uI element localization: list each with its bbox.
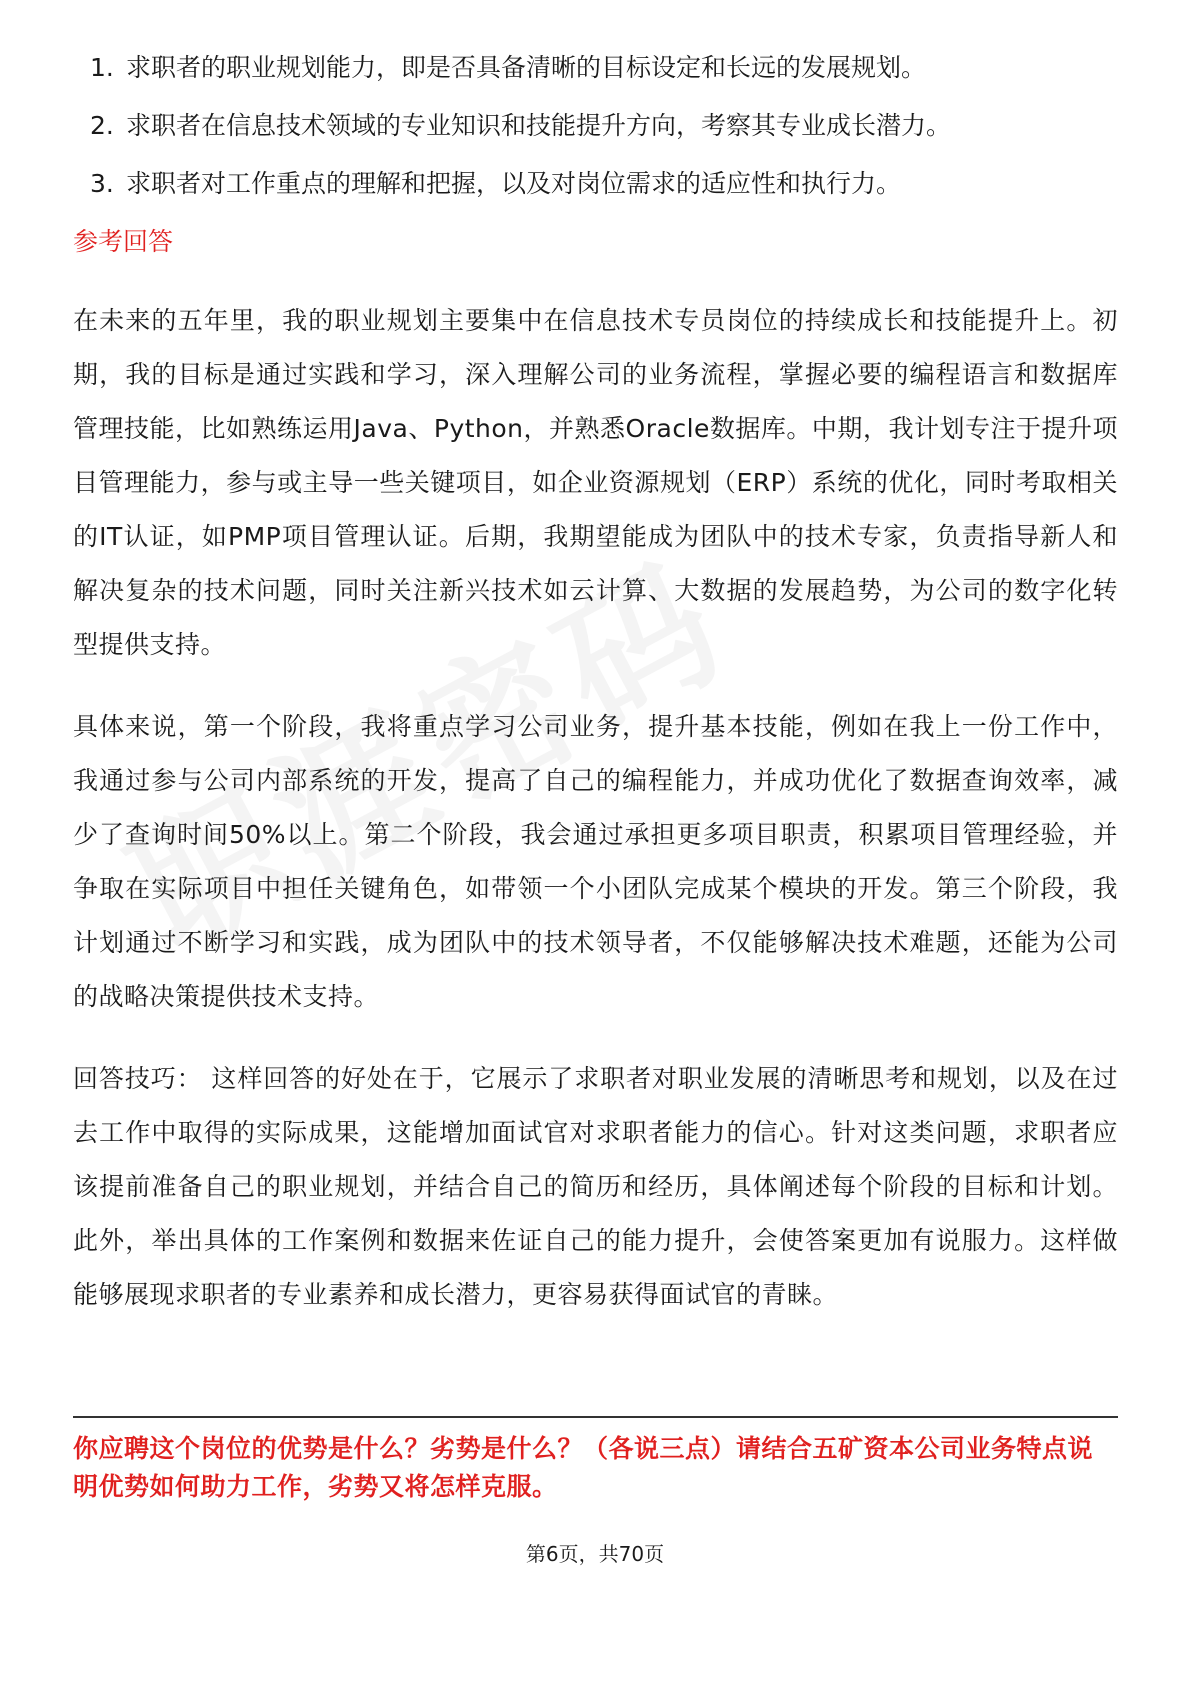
list-item-number: 3. bbox=[90, 169, 114, 198]
answer-paragraph: 具体来说，第一个阶段，我将重点学习公司业务，提升基本技能，例如在我上一份工作中，我通过参与公司内部系统的开发，提高了自己的编程能力，并成功优化了数据查询效率，减少了查询时间50%以上。第二个阶段，我会通过承担更多项目职责，积累项目管理经验，并争取在实际项目中担任关键角色，如带领一个小团队完成某个模块的开发。第三个阶段，我计划通过不断学习和实践，成为团队中的技术领导者，不仅能够解决技术难题，还能为公司的战略决策提供技术支持。 bbox=[73, 712, 1118, 1011]
list-item-number: 2. bbox=[90, 111, 114, 140]
list-item bbox=[73, 108, 1118, 144]
list-item-text: 求职者的职业规划能力，即是否具备清晰的目标设定和长远的发展规划。 bbox=[126, 53, 927, 82]
section-divider bbox=[73, 1416, 1118, 1418]
next-question-heading: 你应聘这个岗位的优势是什么？劣势是什么？（各说三点）请结合五矿资本公司业务特点说明优势如何助力工作，劣势又将怎样克服。 bbox=[73, 1434, 1094, 1501]
answer-tips-paragraph: 回答技巧： 这样回答的好处在于，它展示了求职者对职业发展的清晰思考和规划，以及在过去工作中取得的实际成果，这能增加面试官对求职者能力的信心。针对这类问题，求职者应该提前准备自己的职业规划，并结合自己的简历和经历，具体阐述每个阶段的目标和计划。此外，举出具体的工作案例和数据来佐证自己的能力提升，会使答案更加有说服力。这样做能够展现求职者的专业素养和成长潜力，更容易获得面试官的青睐。 bbox=[73, 1064, 1118, 1309]
list-item-text: 求职者对工作重点的理解和把握，以及对岗位需求的适应性和执行力。 bbox=[126, 169, 902, 198]
list-item-text: 求职者在信息技术领域的专业知识和技能提升方向，考察其专业成长潜力。 bbox=[126, 111, 952, 140]
reference-answer-heading: 参考回答 bbox=[73, 227, 174, 256]
assessment-points-list bbox=[73, 50, 1118, 202]
list-item-number: 1. bbox=[90, 53, 114, 82]
list-item bbox=[73, 166, 1118, 202]
list-item bbox=[73, 50, 1118, 86]
answer-paragraph: 在未来的五年里，我的职业规划主要集中在信息技术专员岗位的持续成长和技能提升上。初期，我的目标是通过实践和学习，深入理解公司的业务流程，掌握必要的编程语言和数据库管理技能，比如熟练运用Java、Python，并熟悉Oracle数据库。中期，我计划专注于提升项目管理能力，参与或主导一些关键项目，如企业资源规划（ERP）系统的优化，同时考取相关的IT认证，如PMP项目管理认证。后期，我期望能成为团队中的技术专家，负责指导新人和解决复杂的技术问题，同时关注新兴技术如云计算、大数据的发展趋势，为公司的数字化转型提供支持。 bbox=[73, 306, 1118, 659]
main-content bbox=[73, 50, 1118, 1350]
page-number-footer: 第6页，共70页 bbox=[525, 1542, 665, 1566]
